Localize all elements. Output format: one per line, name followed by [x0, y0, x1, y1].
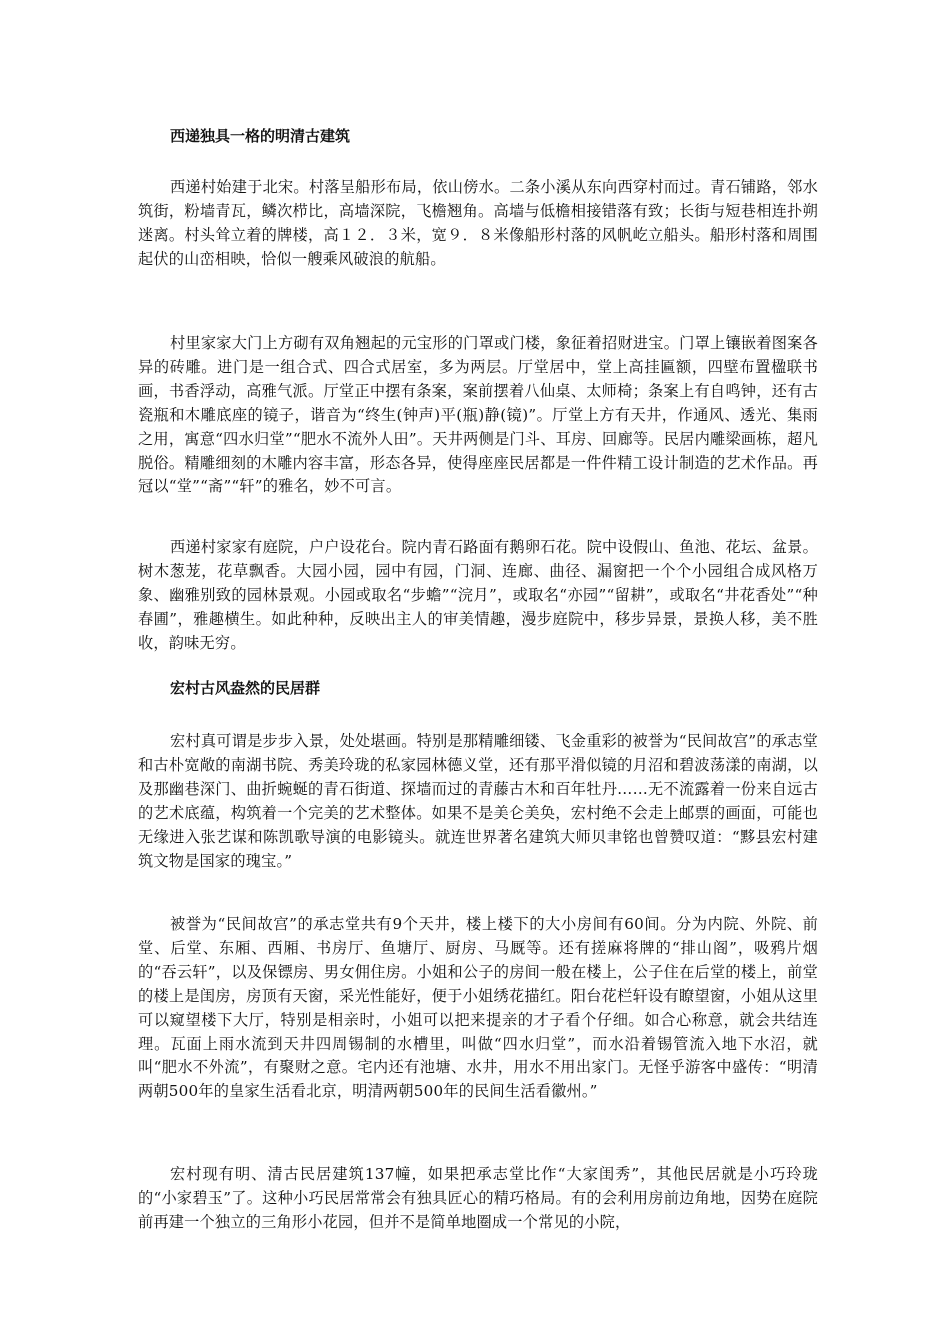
section-heading-hongcun: 宏村古风盎然的民居群	[170, 679, 321, 697]
paragraph-xidi-2: 村里家家大门上方砌有双角翘起的元宝形的门罩或门楼，象征着招财进宝。门罩上镶嵌着图案各异的砖雕。进门是一组合式、四合式居室，多为两层。厅堂居中，堂上高挂匾额，四壁布置楹联书画，书香浮动，高雅气派。厅堂正中摆有条案，案前摆着八仙桌、太师椅；条案上有自鸣钟，还有古瓷瓶和木雕底座的镜子，谐音为“终生(钟声)平(瓶)静(镜)”。厅堂上方有天井，作通风、透光、集雨之用，寓意“四水归堂”“肥水不流外人田”。天井两侧是门斗、耳房、回廊等。民居内雕梁画栋，超凡脱俗。精雕细刻的木雕内容丰富，形态各异，使得座座民居都是一件件精工设计制造的艺术作品。再冠以“堂”“斋”“轩”的雅名，妙不可言。	[138, 334, 818, 496]
paragraph-xidi-3: 西递村家家有庭院，户户设花台。院内青石路面有鹅卵石花。院中设假山、鱼池、花坛、盆景。树木葱茏，花草飘香。大园小园，园中有园，门洞、连廊、曲径、漏窗把一个个小园组合成风格万象、幽雅别致的园林景观。小园或取名“步蟾”“浣月”，或取名“亦园”“留耕”，或取名“井花香处”“种春圃”，雅趣横生。如此种种，反映出主人的审美情趣，漫步庭院中，移步异景，景换人移，美不胜收，韵味无穷。	[138, 538, 818, 652]
paragraph-hongcun-1: 宏村真可谓是步步入景，处处堪画。特别是那精雕细镂、飞金重彩的被誉为“民间故宫”的承志堂和古朴宽敞的南湖书院、秀美玲珑的私家园林德义堂，还有那平滑似镜的月沼和碧波荡漾的南湖，以及那幽巷深门、曲折蜿蜒的青石街道、探墙而过的青藤古木和百年牡丹……无不流露着一份来自远古的艺术底蕴，构筑着一个完美的艺术整体。如果不是美仑美奂，宏村绝不会走上邮票的画面，可能也无缘进入张艺谋和陈凯歌导演的电影镜头。就连世界著名建筑大师贝聿铭也曾赞叹道：“黟县宏村建筑文物是国家的瑰宝。”	[138, 732, 818, 870]
paragraph-xidi-1: 西递村始建于北宋。村落呈船形布局，依山傍水。二条小溪从东向西穿村而过。青石铺路，邻水筑街，粉墙青瓦，鳞次栉比，高墙深院，飞檐翘角。高墙与低檐相接错落有致；长街与短巷相连扑朔迷离。村头耸立着的牌楼，高１２．３米，宽９．８米像船形村落的风帆屹立船头。船形村落和周围起伏的山峦相映，恰似一艘乘风破浪的航船。	[138, 178, 818, 268]
paragraph-hongcun-2: 被誉为“民间故宫”的承志堂共有9个天井，楼上楼下的大小房间有60间。分为内院、外院、前堂、后堂、东厢、西厢、书房厅、鱼塘厅、厨房、马厩等。还有搓麻将牌的“排山阁”，吸鸦片烟的“吞云轩”，以及保镖房、男女佣住房。小姐和公子的房间一般在楼上，公子住在后堂的楼上，前堂的楼上是闺房，房顶有天窗，采光性能好，便于小姐绣花描红。阳台花栏轩设有瞭望窗，小姐从这里可以窥望楼下大厅，特别是相亲时，小姐可以把来提亲的才子看个仔细。如合心称意，就会共结连理。瓦面上雨水流到天井四周锡制的水槽里，叫做“四水归堂”，而水沿着锡管流入地下水沼，就叫“肥水不外流”，有聚财之意。宅内还有池塘、水井，用水不用出家门。无怪乎游客中盛传：“明清两朝500年的皇家生活看北京，明清两朝500年的民间生活看徽州。”	[138, 915, 818, 1101]
section-heading-xidi: 西递独具一格的明清古建筑	[170, 127, 351, 145]
paragraph-hongcun-3: 宏村现有明、清古民居建筑137幢，如果把承志堂比作“大家闺秀”，其他民居就是小巧玲珑的“小家碧玉”了。这种小巧民居常常会有独具匠心的精巧格局。有的会利用房前边角地，因势在庭院前再建一个独立的三角形小花园，但并不是简单地圈成一个常见的小院，	[138, 1165, 818, 1231]
